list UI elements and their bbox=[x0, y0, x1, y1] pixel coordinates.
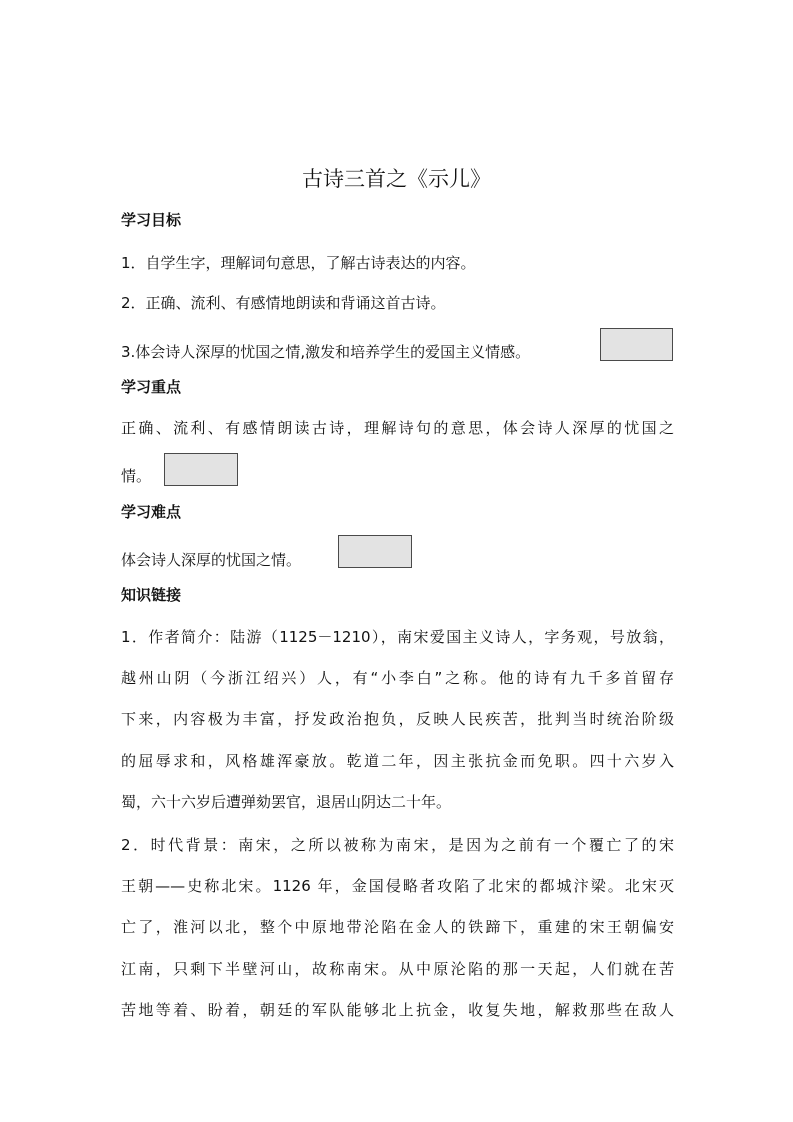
objective-item-3: 3.体会诗人深厚的忧国之情,激发和培养学生的爱国主义情感。 bbox=[121, 343, 531, 361]
knowledge-line-7: 王朝——史称北宋。1126 年，金国侵略者攻陷了北宋的都城汴梁。北宋灭 bbox=[121, 877, 674, 895]
knowledge-heading: 知识链接 bbox=[121, 586, 182, 604]
knowledge-line-3: 下来，内容极为丰富，抒发政治抱负，反映人民疾苦，批判当时统治阶级 bbox=[121, 710, 674, 728]
objective-item-1: 1．自学生字，理解词句意思，了解古诗表达的内容。 bbox=[121, 254, 476, 272]
document-title: 古诗三首之《示儿》 bbox=[302, 167, 491, 191]
answer-box-1[interactable] bbox=[600, 328, 673, 361]
answer-box-3[interactable] bbox=[338, 535, 412, 568]
key-points-line-1: 正确、流利、有感情朗读古诗，理解诗句的意思，体会诗人深厚的忧国之 bbox=[121, 419, 674, 437]
difficulties-line-1: 体会诗人深厚的忧国之情。 bbox=[121, 551, 302, 569]
key-points-line-2: 情。 bbox=[121, 467, 152, 485]
objective-item-2: 2．正确、流利、有感情地朗读和背诵这首古诗。 bbox=[121, 294, 446, 312]
knowledge-line-10: 苦地等着、盼着，朝廷的军队能够北上抗金，收复失地，解救那些在敌人 bbox=[121, 1001, 674, 1019]
knowledge-line-8: 亡了，淮河以北，整个中原地带沦陷在金人的铁蹄下，重建的宋王朝偏安 bbox=[121, 918, 674, 936]
difficulties-heading: 学习难点 bbox=[121, 503, 182, 521]
answer-box-2[interactable] bbox=[164, 453, 238, 486]
knowledge-line-4: 的屈辱求和，风格雄浑豪放。乾道二年，因主张抗金而免职。四十六岁入 bbox=[121, 752, 674, 770]
knowledge-line-6: 2．时代背景：南宋，之所以被称为南宋，是因为之前有一个覆亡了的宋 bbox=[121, 836, 674, 854]
key-points-heading: 学习重点 bbox=[121, 378, 182, 396]
knowledge-line-9: 江南，只剩下半壁河山，故称南宋。从中原沦陷的那一天起，人们就在苦 bbox=[121, 960, 674, 978]
objectives-heading: 学习目标 bbox=[121, 211, 182, 229]
knowledge-line-1: 1．作者简介：陆游（1125－1210），南宋爱国主义诗人，字务观，号放翁， bbox=[121, 628, 674, 646]
knowledge-line-5: 蜀，六十六岁后遭弹劾罢官，退居山阴达二十年。 bbox=[121, 793, 452, 811]
knowledge-line-2: 越州山阴（今浙江绍兴）人，有“小李白”之称。他的诗有九千多首留存 bbox=[121, 669, 674, 687]
